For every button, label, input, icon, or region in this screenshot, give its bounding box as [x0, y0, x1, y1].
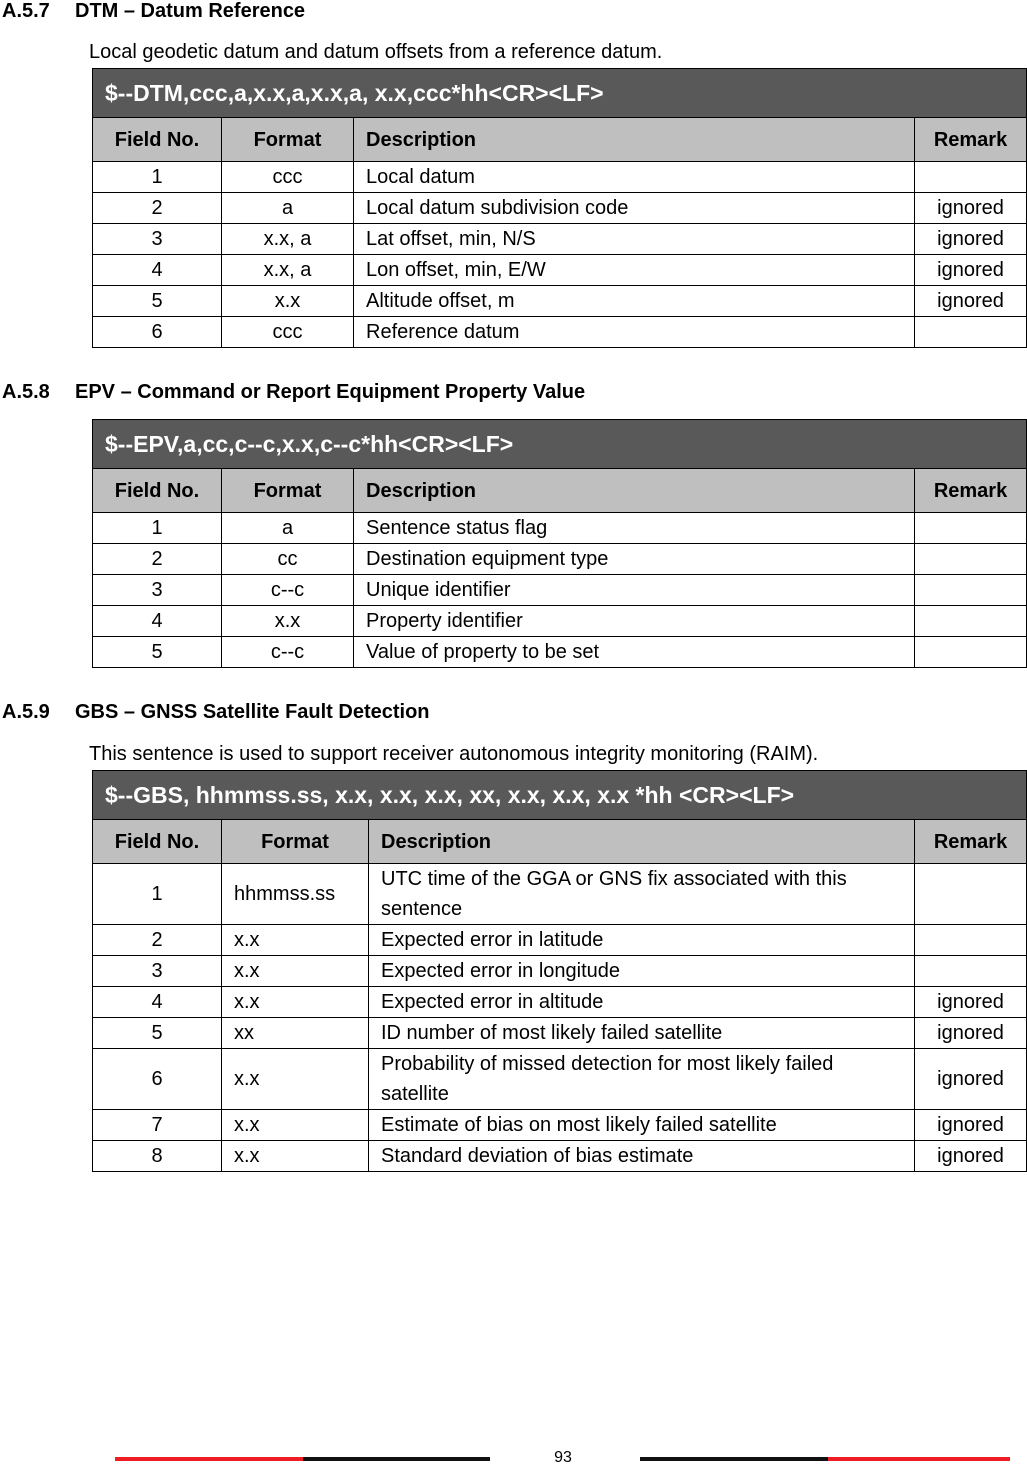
epv-table: [92, 419, 1027, 668]
header-format: Format: [222, 469, 354, 513]
page-footer: [0, 1448, 1027, 1468]
table-row: [93, 1141, 1027, 1172]
field-format: a: [222, 193, 354, 224]
field-format: ccc: [222, 162, 354, 193]
field-description: Estimate of bias on most likely failed satellite: [369, 1110, 915, 1141]
field-no: 4: [93, 606, 222, 637]
field-remark: ignored: [915, 1049, 1027, 1110]
sentence-format: $--GBS, hhmmss.ss, x.x, x.x, x.x, xx, x.x, x.x, x.x *hh <CR><LF>: [93, 771, 1027, 820]
field-description: Standard deviation of bias estimate: [369, 1141, 915, 1172]
table-row: [93, 224, 1027, 255]
field-remark: ignored: [915, 1018, 1027, 1049]
dtm-table: [92, 68, 1027, 348]
field-remark: [915, 956, 1027, 987]
field-no: 6: [93, 317, 222, 348]
field-format: ccc: [222, 317, 354, 348]
field-no: 7: [93, 1110, 222, 1141]
field-description: Altitude offset, m: [354, 286, 915, 317]
header-field-no: Field No.: [93, 118, 222, 162]
field-format: x.x, a: [222, 224, 354, 255]
section-heading-gbs: [2, 701, 430, 723]
table-row: [93, 956, 1027, 987]
section-title: EPV – Command or Report Equipment Property Value: [75, 381, 586, 403]
field-format: x.x: [222, 925, 369, 956]
field-description: Probability of missed detection for most likely failed satellite: [369, 1049, 915, 1110]
header-description: Description: [369, 820, 915, 864]
table-row: [93, 925, 1027, 956]
field-format: x.x: [222, 606, 354, 637]
field-description: Expected error in longitude: [369, 956, 915, 987]
table-row: [93, 162, 1027, 193]
footer-bar-right-red: [828, 1457, 1010, 1461]
field-no: 2: [93, 193, 222, 224]
table-row: [93, 513, 1027, 544]
field-format: x.x: [222, 1049, 369, 1110]
section-intro-gbs: This sentence is used to support receiver autonomous integrity monitoring (RAIM).: [89, 743, 819, 765]
field-format: x.x: [222, 1141, 369, 1172]
field-no: 3: [93, 575, 222, 606]
field-remark: ignored: [915, 987, 1027, 1018]
field-remark: ignored: [915, 193, 1027, 224]
table-row: [93, 1049, 1027, 1110]
field-remark: [915, 317, 1027, 348]
header-remark: Remark: [915, 469, 1027, 513]
field-remark: [915, 606, 1027, 637]
field-remark: ignored: [915, 1110, 1027, 1141]
table-row: [93, 286, 1027, 317]
sentence-format: $--EPV,a,cc,c--c,x.x,c--c*hh<CR><LF>: [93, 420, 1027, 469]
field-format: x.x: [222, 1110, 369, 1141]
field-no: 3: [93, 224, 222, 255]
field-description: Local datum: [354, 162, 915, 193]
page-number: 93: [554, 1449, 572, 1466]
table-row: [93, 255, 1027, 286]
header-remark: Remark: [915, 118, 1027, 162]
field-description: ID number of most likely failed satellite: [369, 1018, 915, 1049]
field-remark: ignored: [915, 286, 1027, 317]
field-no: 4: [93, 987, 222, 1018]
field-no: 8: [93, 1141, 222, 1172]
section-number: A.5.7: [2, 0, 50, 22]
field-no: 5: [93, 637, 222, 668]
field-description: Reference datum: [354, 317, 915, 348]
field-remark: [915, 925, 1027, 956]
table-row: [93, 1110, 1027, 1141]
field-remark: [915, 575, 1027, 606]
footer-bar-left-black: [303, 1457, 490, 1461]
field-description: Local datum subdivision code: [354, 193, 915, 224]
table-row: [93, 1018, 1027, 1049]
field-no: 5: [93, 286, 222, 317]
section-number: A.5.8: [2, 381, 50, 403]
field-format: x.x, a: [222, 255, 354, 286]
field-no: 2: [93, 925, 222, 956]
table-row: [93, 864, 1027, 925]
header-description: Description: [354, 118, 915, 162]
field-format: x.x: [222, 956, 369, 987]
field-no: 6: [93, 1049, 222, 1110]
section-title: DTM – Datum Reference: [75, 0, 306, 22]
field-no: 1: [93, 513, 222, 544]
field-format: x.x: [222, 286, 354, 317]
section-number: A.5.9: [2, 701, 50, 723]
field-description: Unique identifier: [354, 575, 915, 606]
field-format: hhmmss.ss: [222, 864, 369, 925]
footer-bar-right-black: [640, 1457, 828, 1461]
gbs-table: [92, 770, 1027, 1172]
field-format: c--c: [222, 637, 354, 668]
field-remark: [915, 637, 1027, 668]
header-format: Format: [222, 820, 369, 864]
field-no: 2: [93, 544, 222, 575]
table-row: [93, 193, 1027, 224]
section-heading-dtm: [2, 0, 305, 22]
section-intro-dtm: Local geodetic datum and datum offsets from a reference datum.: [89, 41, 663, 63]
field-description: Property identifier: [354, 606, 915, 637]
field-format: c--c: [222, 575, 354, 606]
field-description: Lon offset, min, E/W: [354, 255, 915, 286]
field-remark: ignored: [915, 255, 1027, 286]
field-format: cc: [222, 544, 354, 575]
field-description: Lat offset, min, N/S: [354, 224, 915, 255]
field-no: 5: [93, 1018, 222, 1049]
field-remark: [915, 864, 1027, 925]
field-remark: [915, 513, 1027, 544]
field-description: Sentence status flag: [354, 513, 915, 544]
field-description: Value of property to be set: [354, 637, 915, 668]
header-field-no: Field No.: [93, 820, 222, 864]
field-remark: ignored: [915, 224, 1027, 255]
section-heading-epv: [2, 381, 585, 403]
table-row: [93, 987, 1027, 1018]
footer-bar-left-red: [115, 1457, 303, 1461]
table-row: [93, 317, 1027, 348]
header-remark: Remark: [915, 820, 1027, 864]
field-format: a: [222, 513, 354, 544]
table-row: [93, 637, 1027, 668]
field-remark: [915, 544, 1027, 575]
table-row: [93, 575, 1027, 606]
field-description: Expected error in latitude: [369, 925, 915, 956]
field-remark: ignored: [915, 1141, 1027, 1172]
field-format: xx: [222, 1018, 369, 1049]
field-no: 1: [93, 864, 222, 925]
table-row: [93, 544, 1027, 575]
field-description: Expected error in altitude: [369, 987, 915, 1018]
sentence-format: $--DTM,ccc,a,x.x,a,x.x,a, x.x,ccc*hh<CR><LF>: [93, 69, 1027, 118]
field-description: Destination equipment type: [354, 544, 915, 575]
field-format: x.x: [222, 987, 369, 1018]
header-format: Format: [222, 118, 354, 162]
field-remark: [915, 162, 1027, 193]
field-no: 4: [93, 255, 222, 286]
section-title: GBS – GNSS Satellite Fault Detection: [75, 701, 430, 723]
field-no: 3: [93, 956, 222, 987]
header-description: Description: [354, 469, 915, 513]
header-field-no: Field No.: [93, 469, 222, 513]
field-description: UTC time of the GGA or GNS fix associated with this sentence: [369, 864, 915, 925]
field-no: 1: [93, 162, 222, 193]
table-row: [93, 606, 1027, 637]
